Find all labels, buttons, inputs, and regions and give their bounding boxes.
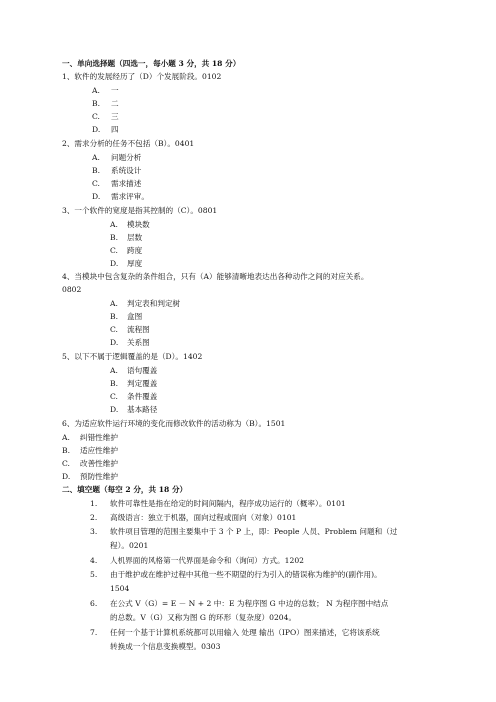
- fill-item-6-line-2: 的总数。V（G）又称为图 G 的环形（复杂度）0204。: [110, 613, 297, 622]
- q3-option-c-text: 跨度: [127, 246, 143, 255]
- q5-option-b-text: 判定覆盖: [127, 379, 158, 388]
- q3-option-b-letter: B.: [110, 233, 118, 242]
- q3-option-b-text: 层数: [127, 233, 143, 242]
- fill-item-4-num: 4.: [90, 556, 98, 565]
- q1-option-c-text: 三: [111, 112, 119, 121]
- q1-option-a-text: 一: [111, 86, 119, 95]
- q2-option-c-letter: C.: [92, 179, 100, 188]
- q1-option-c-letter: C.: [92, 112, 100, 121]
- q6-option-d-text: 预防性维护: [80, 472, 118, 481]
- fill-item-6-num: 6.: [90, 599, 98, 608]
- q2-option-a-letter: A.: [92, 153, 100, 162]
- q2-option-a-text: 问题分析: [111, 153, 142, 162]
- q2-option-b-text: 系统设计: [111, 166, 142, 175]
- q3-option-a-letter: A.: [110, 220, 118, 229]
- q5-option-c-text: 条件覆盖: [127, 392, 158, 401]
- q3-option-d-text: 厚度: [127, 259, 143, 268]
- q6-option-b-text: 适应性维护: [80, 446, 118, 455]
- question-4-stem: 4、当模块中包含复杂的条件组合，只有（A）能够清晰地表达出各种动作之间的对应关系。: [62, 272, 369, 281]
- q5-option-b-letter: B.: [110, 379, 118, 388]
- q1-option-b-letter: B.: [92, 99, 100, 108]
- question-5-stem: 5、以下不属于逻辑覆盖的是（D）。1402: [62, 352, 203, 361]
- q5-option-c-letter: C.: [110, 392, 118, 401]
- fill-item-6-line-1: 在公式 V（G）= E － N + 2 中：E 为程序图 G 中边的总数； N 为程序图中结点: [110, 599, 389, 608]
- q5-option-d-letter: D.: [110, 405, 119, 414]
- fill-item-5-line-1: 由于维护或在维护过程中其他一些不期望的行为引入的错误称为维护的(副作用)。: [110, 570, 382, 579]
- q3-option-a-text: 模块数: [127, 220, 150, 229]
- fill-item-2-num: 2.: [90, 513, 98, 522]
- q1-option-a-letter: A.: [92, 86, 100, 95]
- q1-option-d-letter: D.: [92, 125, 101, 134]
- section1-heading: 一、单向选择题（四选一，每小题 3 分，共 18 分）: [62, 59, 241, 68]
- q4-option-c-text: 流程图: [127, 325, 150, 334]
- q4-option-c-letter: C.: [110, 325, 118, 334]
- fill-item-7-num: 7.: [90, 628, 98, 637]
- q4-option-b-letter: B.: [110, 312, 118, 321]
- q2-option-d-letter: D.: [92, 192, 101, 201]
- q2-option-c-text: 需求描述: [111, 179, 142, 188]
- q3-option-d-letter: D.: [110, 259, 119, 268]
- q6-option-a-text: 纠错性维护: [80, 433, 118, 442]
- q2-option-b-letter: B.: [92, 166, 100, 175]
- q5-option-a-text: 语句覆盖: [127, 366, 158, 375]
- fill-item-7-line-1: 任何一个基于计算机系统都可以用输入 处理 输出（IPO）图来描述，它将该系统: [110, 628, 380, 637]
- question-6-stem: 6、为适应软件运行环境的变化而修改软件的活动称为（B）。1501: [62, 419, 286, 428]
- fill-item-3-line-2: 程）。0201: [110, 541, 149, 550]
- fill-item-2-line-1: 高级语言：独立于机器，面向过程或面向（对象）0101: [110, 513, 297, 522]
- q4-option-d-letter: D.: [110, 338, 119, 347]
- q4-option-a-letter: A.: [110, 299, 118, 308]
- fill-item-5-num: 5.: [90, 570, 98, 579]
- q4-option-a-text: 判定表和判定树: [127, 299, 181, 308]
- question-4-stem-cont: 0802: [62, 285, 82, 294]
- fill-item-1-line-1: 软件可靠性是指在给定的时间间隔内，程序成功运行的（概率）。0101: [110, 499, 346, 508]
- fill-item-7-line-2: 转换成一个信息变换模型。0303: [110, 642, 221, 651]
- q1-option-d-text: 四: [111, 125, 119, 134]
- fill-item-1-num: 1.: [90, 499, 98, 508]
- q4-option-b-text: 盒图: [127, 312, 143, 321]
- q6-option-c-text: 改善性维护: [80, 459, 118, 468]
- fill-item-4-line-1: 人机界面的风格第一代界面是命令和（询问）方式。1202: [110, 556, 304, 565]
- q6-option-c-letter: C.: [62, 459, 70, 468]
- q3-option-c-letter: C.: [110, 246, 118, 255]
- question-1-stem: 1、软件的发展经历了（D）个发展阶段。0102: [62, 72, 222, 81]
- question-3-stem: 3、一个软件的宽度是指其控制的（C）。0801: [62, 206, 218, 215]
- fill-item-5-line-2: 1504: [110, 584, 130, 593]
- question-2-stem: 2、需求分析的任务不包括（B）。0401: [62, 139, 195, 148]
- section2-heading: 二、填空题（每空 2 分，共 18 分）: [62, 485, 188, 494]
- q1-option-b-text: 二: [111, 99, 119, 108]
- q6-option-b-letter: B.: [62, 446, 70, 455]
- q2-option-d-text: 需求评审。: [111, 192, 149, 201]
- q5-option-a-letter: A.: [110, 366, 118, 375]
- fill-item-3-line-1: 软件项目管理的范围主要集中于 3 个 P 上，即：People 人员、Problem 问题和（过: [110, 527, 398, 536]
- fill-item-3-num: 3.: [90, 527, 98, 536]
- q5-option-d-text: 基本路径: [127, 405, 158, 414]
- q4-option-d-text: 关系图: [127, 338, 150, 347]
- q6-option-d-letter: D.: [62, 472, 71, 481]
- q6-option-a-letter: A.: [62, 433, 70, 442]
